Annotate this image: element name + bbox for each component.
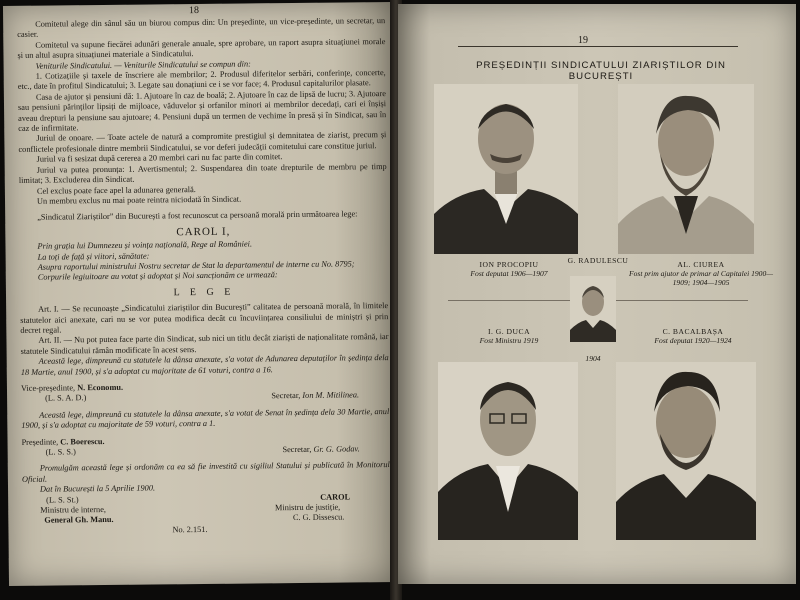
signature-block: (L. S. S.) Secretar, Gr. G. Godav.: [45, 444, 360, 457]
signature-block: General Gh. Manu. C. G. Dissescu.: [44, 512, 345, 526]
paragraph: Juriul de onoare. — Toate actele de natură a compromite prestigiul și demnitatea de ziarist, precum și conflictele profesionale dintre membrii Sindicatului, se vor deferi judecății comitetului care constitue juriul.: [18, 130, 387, 154]
signature-block: Ministru de interne, Ministru de justiție,: [40, 502, 341, 515]
article: Art. II. — Nu pot putea face parte din Sindicat, sub nici un titlu decât ziariști de naționalitate română, iar statutele Sindicatului rămân modificate în acest sens.: [20, 332, 389, 356]
law-paragraph: Corpurile legiuitoare au votat și adoptat și Noi sancționăm ce urmează:: [37, 270, 278, 283]
paragraph: „Sindicatul Ziariștilor” din București a fost recunoscut ca persoană morală prin următoarea lege:: [37, 209, 358, 223]
portrait-icon: [434, 84, 578, 254]
paragraph: Casa de ajutor și pensiuni dă: 1. Ajutoare în caz de boală; 2. Ajutoare în caz de lipsă de lucru; 3. Ajutoare sau pensiuni părinților lipsiți de mijloace, văduvelor și orfanilor minori ai membrilor decedați, cari ei înșiși aveau drepturi la pensiune sau ajutoare; 4. Pensiuni după un termen de vechime în presă și în Sindicat, sau în caz de infirmitate.: [17, 88, 387, 133]
paragraph: Comitetul va supune fiecărei adunări generale anuale, spre aprobare, un raport asupra situațiunei morale și un altul asupra situațiunei materiale a Sindicatului.: [17, 36, 386, 61]
promulgation: Promulgăm această lege și ordonăm ca ea să fie investită cu sigiliul Statului și publicată în Monitorul Oficial.: [21, 460, 390, 484]
portrait-photo: [616, 362, 756, 540]
signature-block: Președinte, C. Boerescu.: [21, 436, 105, 447]
paragraph: Cel exclus poate face apel la adunarea generală.: [36, 184, 196, 196]
left-page: [3, 2, 397, 586]
portrait-caption: G. RADULESCU: [567, 256, 629, 265]
page-number: 19: [578, 35, 588, 46]
article: Art. I. — Se recunoaște „Sindicatului ziariștilor din București” calitatea de persoană morală, în limitele statutelor aici anexate, cari nu se vor putea modifica decât cu încuviințarea consiliului de miniștri și prin decret regal.: [20, 301, 389, 335]
law-title: CAROL I,: [176, 225, 231, 238]
law-paragraph: Asupra raportului ministrului Nostru secretar de Stat la departamentul de interne cu No. 8795;: [37, 259, 355, 272]
paragraph: Juriul va fi sesizat după cererea a 20 membri cari nu fac parte din comitet.: [36, 152, 283, 164]
paragraph: Veniturile Sindicatului. — Veniturile Sindicatului se compun din:: [35, 59, 251, 71]
portrait-icon: [616, 362, 756, 540]
portrait-photo: [438, 362, 578, 540]
paragraph: Comitetul alege din sânul său un biurou compus din: Un președinte, un vice-președinte, un secretar, un casier.: [17, 16, 386, 40]
portrait-icon: [438, 362, 578, 540]
portrait-icon: [618, 84, 754, 254]
paragraph: 1. Cotizațiile și taxele de înscriere ale membrilor; 2. Produsul diferitelor serbări, conferințe, concerte, etc., date în profitul Sindicatului; 3. Legate sau donațiuni ce i se vor face; 4. Produsul capitalurilor plasate.: [17, 68, 386, 92]
page-heading: PREȘEDINȚII SINDICATULUI ZIARIȘTILOR DIN BUCUREȘTI: [476, 60, 726, 82]
page-number: 18: [188, 4, 200, 17]
portrait-photo: [618, 84, 754, 254]
portrait-caption: AL. CIUREA Fost prim ajutor de primar al Capitalei 1900—1909; 1904—1905: [628, 260, 774, 287]
paragraph: Un membru exclus nu mai poate reintra niciodată în Sindicat.: [36, 194, 242, 206]
signature-block: Vice-președinte, N. Economu.: [20, 382, 124, 393]
lege-heading: L E G E: [173, 286, 235, 299]
portrait-photo: [434, 84, 578, 254]
senate-vote: Această lege, dimpreună cu statutele la dânsa anexate, s'a votat de Senat în ședința dela 30 Martie, anul 1900, și s'a adoptat cu majoritate de 59 voturi, contra a 1.: [21, 406, 390, 431]
statute-text: [17, 16, 390, 537]
signature-block: (L. S. St.) CAROL: [46, 492, 351, 505]
portrait-caption: C. BACALBAȘA Fost deputat 1920—1924: [654, 327, 732, 345]
right-page: [398, 4, 796, 584]
signature-block: (L. S. A. D.) Secretar, Ion M. Mitilinea.: [45, 390, 360, 404]
portrait-caption: ION PROCOPIU Fost deputat 1906—1907: [470, 260, 548, 278]
header-rule: [458, 46, 738, 47]
decree-number: No. 2.151.: [172, 524, 208, 535]
paragraph: Juriul va putea pronunța: 1. Avertismentul; 2. Suspendarea din toate drepturile de membru pe timp limitat; 3. Excluderea din Sindicat.: [18, 161, 387, 185]
portrait-caption: 1904: [585, 354, 601, 363]
law-paragraph: Prin grația lui Dumnezeu și voința națională, Rege al României.: [37, 239, 253, 251]
law-paragraph: La toți de față și viitori, sănătate:: [37, 251, 150, 262]
portrait-caption: I. G. DUCA Fost Ministru 1919: [479, 327, 539, 345]
date-line: Dat în București la 5 Aprilie 1900.: [39, 483, 156, 494]
article: Această lege, dimpreună cu statutele la dânsa anexate, s'a votat de Adunarea deputaților în ședința dela 18 Martie, anul 1900, și s'a adoptat cu majoritate de 61 voturi, contra a 16.: [20, 353, 389, 377]
